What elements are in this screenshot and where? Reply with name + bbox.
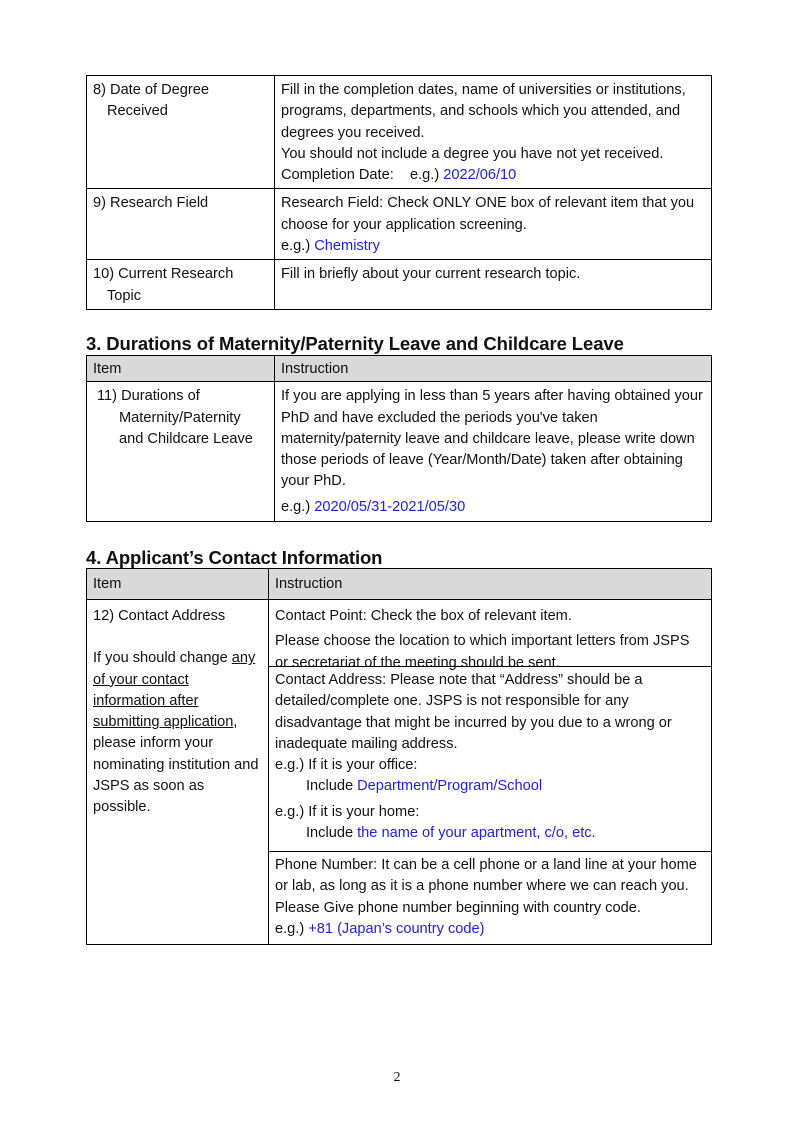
item-label: 12) Contact Address <box>93 608 226 624</box>
example-value: Department/Program/School <box>357 778 543 795</box>
example-prefix: Completion Date: e.g.) <box>281 167 444 184</box>
item-cell <box>87 76 275 189</box>
instruction-text: Please choose the location to which important letters from JSPS or secretariat of the meeting should be sent. <box>275 633 690 671</box>
table-row <box>87 382 712 522</box>
instruction-cell <box>275 76 712 189</box>
item-label-cont: Topic <box>107 287 142 304</box>
office-example: Include Department/Program/School <box>306 778 543 795</box>
home-example-label: e.g.) If it is your home: <box>275 803 420 820</box>
table-row <box>87 76 712 189</box>
item-cell <box>87 189 275 260</box>
instruction-text: Contact Point: Check the box of relevant item. <box>275 608 572 624</box>
change-note: If you should change any of your contact information after submitting application, please inform your nominating institution and JSPS as soon as possible. <box>93 650 259 816</box>
example-value: the name of your apartment, c/o, etc. <box>357 825 596 842</box>
contact-info-table <box>86 568 712 945</box>
instruction-cell <box>275 260 712 310</box>
instruction-text: Phone Number: It can be a cell phone or a land line at your home or lab, as long as it is a phone number where we can reach you. <box>275 857 697 895</box>
instruction-text: Fill in briefly about your current research topic. <box>281 266 581 283</box>
item-cell <box>87 260 275 310</box>
section-heading-contact-info: 4. Applicant’s Contact Information <box>86 547 383 568</box>
underlined-note: any of your contact information after submitting application <box>93 650 256 731</box>
item-label-cont: Maternity/Paternity <box>119 409 241 426</box>
item-label-cont: Received <box>107 103 168 120</box>
instruction-text: If you are applying in less than 5 years after having obtained your PhD and have excluded the periods you've taken maternity/paternity leave and childcare leave, please write down those periods of leave (Year/Month/Date) taken after obtaining your PhD. <box>281 388 703 490</box>
instruction-cell <box>275 382 712 522</box>
table-row <box>87 600 712 945</box>
item-label: 10) Current Research <box>93 266 234 283</box>
table-row <box>87 260 712 310</box>
instruction-cell <box>269 600 712 945</box>
header-item: Item <box>87 356 275 382</box>
item-label: 8) Date of Degree <box>93 82 210 98</box>
example-value: +81 (Japan’s country code) <box>308 920 485 937</box>
home-example: Include the name of your apartment, c/o, etc. <box>306 825 596 842</box>
header-item: Item <box>87 569 269 600</box>
maternity-leave-table <box>86 355 712 522</box>
contact-point-block <box>269 600 711 671</box>
example-prefix: e.g.) <box>275 920 309 937</box>
instruction-text: Please Give phone number beginning with country code. <box>275 899 641 916</box>
education-table <box>86 75 712 310</box>
phone-number-block <box>269 852 711 944</box>
instruction-text: Fill in the completion dates, name of universities or institutions, programs, departments, and schools which you attended, and degrees you received. <box>281 82 686 141</box>
item-cell <box>87 382 275 522</box>
instruction-text: You should not include a degree you have not yet received. <box>281 145 664 162</box>
page-number: 2 <box>393 1070 401 1085</box>
example-value: Chemistry <box>314 238 380 255</box>
item-label: 9) Research Field <box>93 195 209 212</box>
header-instruction: Instruction <box>275 356 712 382</box>
item-cell <box>87 600 269 945</box>
item-label-cont: and Childcare Leave <box>119 430 253 447</box>
instruction-cell <box>275 189 712 260</box>
contact-address-block <box>269 667 711 852</box>
example-value: 2022/06/10 <box>443 167 517 184</box>
header-instruction: Instruction <box>269 569 712 600</box>
office-example-label: e.g.) If it is your office: <box>275 757 418 774</box>
instruction-text: Research Field: Check ONLY ONE box of relevant item that you choose for your application screening. <box>281 195 695 233</box>
instruction-text: Contact Address: Please note that “Address” should be a detailed/complete one. JSPS is not responsible for any disadvantage that might be incurred by you due to a wrong or inadequate mailing address. <box>275 672 672 752</box>
table-row <box>87 189 712 260</box>
example-value: 2020/05/31-2021/05/30 <box>314 498 466 515</box>
item-label: 11) Durations of <box>97 388 200 405</box>
table-header-row <box>87 356 712 382</box>
table-header-row <box>87 569 712 600</box>
example-prefix: e.g.) <box>281 498 315 515</box>
section-heading-maternity-leave: 3. Durations of Maternity/Paternity Leave and Childcare Leave <box>86 333 624 354</box>
example-prefix: e.g.) <box>281 238 315 255</box>
